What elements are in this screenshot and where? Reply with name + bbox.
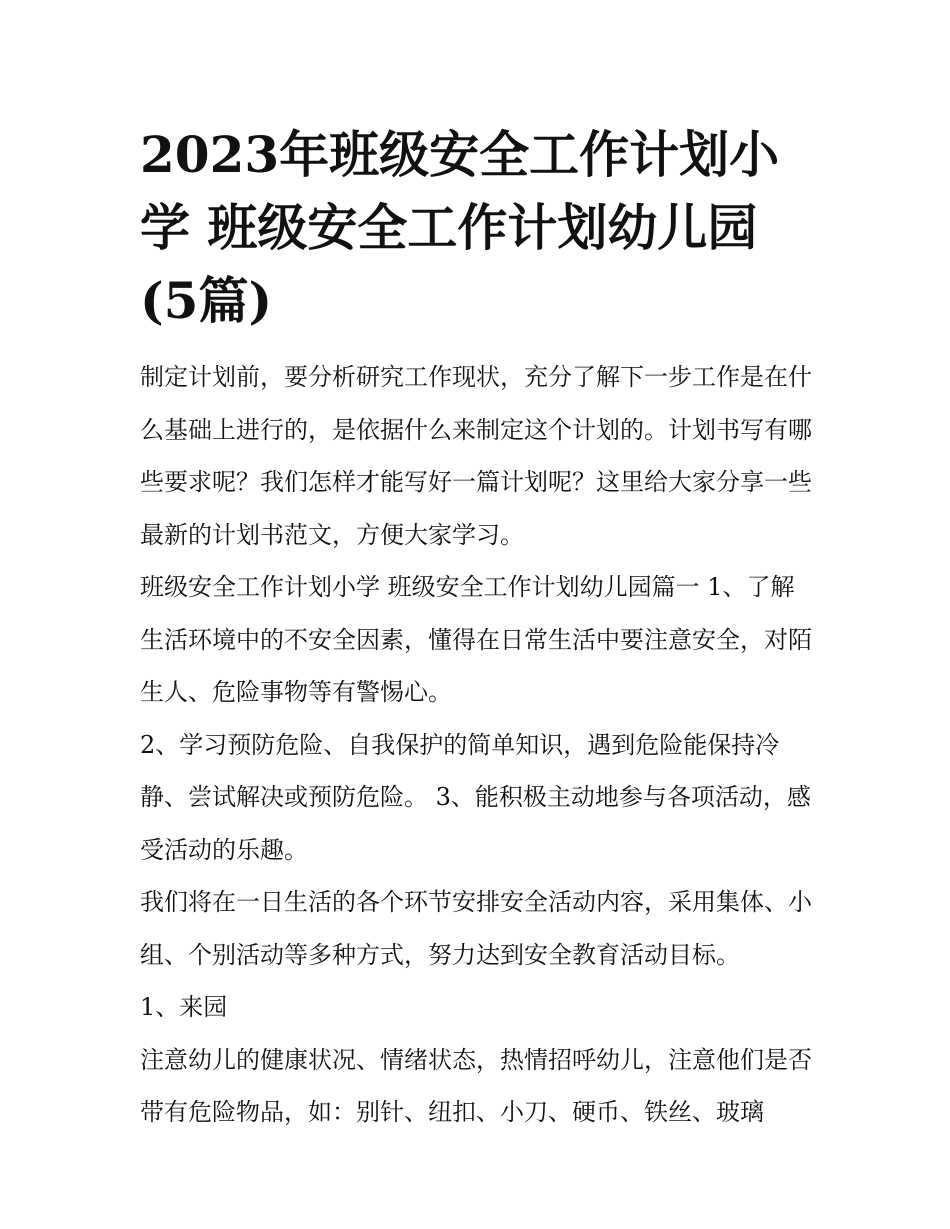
section-one-goal-paragraph: 班级安全工作计划小学 班级安全工作计划幼儿园篇一 1、了解生活环境中的不安全因素，懂得在日常生活中要注意安全，对陌生人、危险事物等有警惕心。 bbox=[140, 573, 812, 706]
arrival-heading: 1、来园 bbox=[140, 993, 228, 1021]
document-body bbox=[140, 118, 812, 1139]
activity-plan-paragraph: 我们将在一日生活的各个环节安排安全活动内容，采用集体、小组、个别活动等多种方式，努力达到安全教育活动目标。 bbox=[140, 888, 812, 969]
goals-paragraph: 2、学习预防危险、自我保护的简单知识，遇到危险能保持冷静、尝试解决或预防危险。 3、能积极主动地参与各项活动，感受活动的乐趣。 bbox=[140, 730, 811, 864]
arrival-paragraph: 注意幼儿的健康状况、情绪状态，热情招呼幼儿，注意他们是否带有危险物品，如：别针、纽扣、小刀、硬币、铁丝、玻璃 bbox=[140, 1045, 812, 1126]
document-title: 2023年班级安全工作计划小学 班级安全工作计划幼儿园(5篇) bbox=[140, 125, 780, 330]
intro-paragraph: 制定计划前，要分析研究工作现状，充分了解下一步工作是在什么基础上进行的，是依据什么来制定这个计划的。计划书写有哪些要求呢？我们怎样才能写好一篇计划呢？这里给大家分享一些最新的计划书范文，方便大家学习。 bbox=[140, 363, 812, 549]
